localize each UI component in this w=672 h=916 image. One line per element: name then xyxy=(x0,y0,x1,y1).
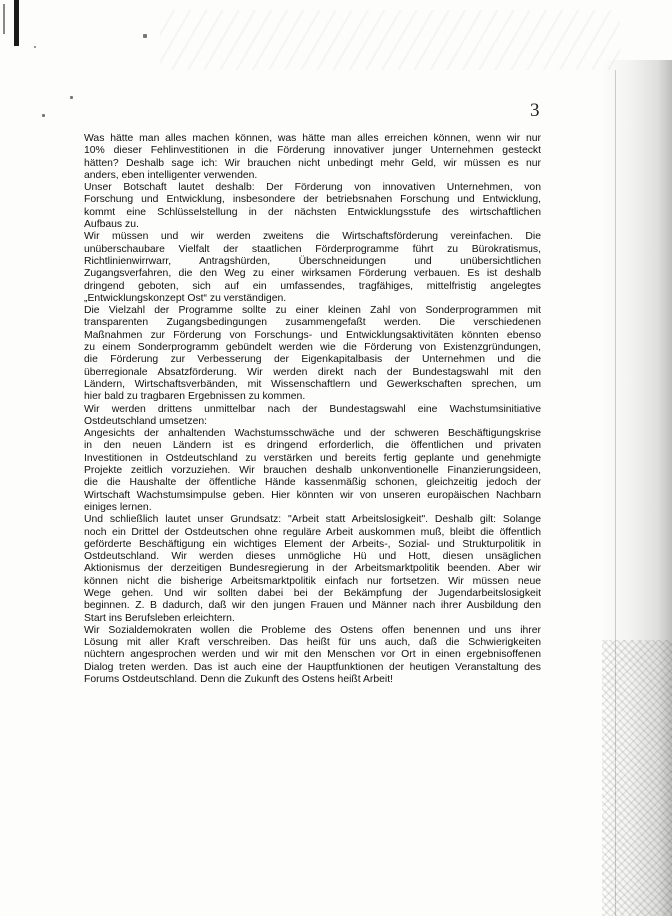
scan-speck xyxy=(70,96,73,99)
paragraph xyxy=(84,404,541,429)
text-line: nüchtern angesprochen werden und wir mit den Menschen vor Ort in einen ergebnisoffenen xyxy=(84,649,541,661)
text-line: Richtlinienwirrwarr, Antragshürden, Überschneidungen und unübersichtlichen xyxy=(84,255,541,267)
text-line: Die Vielzahl der Programme sollte zu einer kleinen Zahl von Sonderprogrammen mit xyxy=(84,305,541,317)
text-line: hier bald zu tragbaren Ergebnissen zu kommen. xyxy=(84,391,306,403)
text-line: Projekte zeitlich vorzuziehen. Wir brauchen deshalb unkonventionelle Finanzierungsideen, xyxy=(84,465,541,477)
text-line: dringend geboten, sich auf ein umfassendes, tragfähiges, mittelfristig angelegtes xyxy=(84,280,541,292)
scan-speck xyxy=(143,34,147,38)
text-line: Ostdeutschland umsetzen: xyxy=(84,415,208,427)
text-line: Wir Sozialdemokraten wollen die Probleme des Ostens offen benennen und uns ihrer xyxy=(84,624,541,636)
text-line: beginnen. Z. B dadurch, daß wir den jungen Frauen und Männer nach ihrer Ausbildung den xyxy=(84,600,541,612)
text-line: Maßnahmen zur Förderung von Forschungs- und Entwicklungsaktivitäten könnten ebenso xyxy=(84,329,541,341)
text-line: Unser Botschaft lautet deshalb: Der Förderung von innovativen Unternehmen, von xyxy=(84,182,541,194)
text-line: Wege gehen. Und wir sollten dabei bei der Bekämpfung der Jugendarbeitslosigkeit xyxy=(84,587,541,599)
text-line: noch ein Drittel der Ostdeutschen ohne reguläre Arbeit auskommen muß, bleibt die öffentlich xyxy=(84,526,541,538)
text-line: die Förderung zur Verbesserung der Eigenkapitalbasis der Unternehmen und die xyxy=(84,354,541,366)
scan-noise-top xyxy=(160,10,620,70)
binding-mark-thin xyxy=(3,4,5,34)
body-text xyxy=(84,133,541,686)
paragraph xyxy=(84,231,541,305)
text-line: Ostdeutschland. Wir werden dieses unmögliche Hü und Hott, diesen unsäglichen xyxy=(84,551,541,563)
paragraph xyxy=(84,305,541,403)
text-line: Investitionen in Ostdeutschland zu verstärken und bereits fertig geplante und genehmigte xyxy=(84,452,541,464)
text-line: Was hätte man alles machen können, was hätte man alles erreichen können, wenn wir nur xyxy=(84,133,541,144)
text-line: geförderte Beschäftigung ein wichtiges Element der Arbeits-, Sozial- und Strukturpolitik in xyxy=(84,538,541,550)
text-line: Wir müssen und wir werden zweitens die Wirtschaftsförderung vereinfachen. Die xyxy=(84,231,541,243)
text-line: die die Haushalte der öffentliche Hände kassenmäßig schonen, gleichzeitig jedoch der xyxy=(84,477,541,489)
text-line: Zugangsverfahren, die den Weg zu einer wirksamen Förderung verbauen. Es ist deshalb xyxy=(84,268,541,280)
paragraph xyxy=(84,514,541,625)
text-line: Forums Ostdeutschland. Denn die Zukunft des Ostens heißt Arbeit! xyxy=(84,674,393,686)
paragraph xyxy=(84,182,541,231)
scan-speck xyxy=(34,46,36,48)
paragraph xyxy=(84,428,541,514)
text-line: kommt eine Schlüsselstellung in der nächsten Entwicklungsstufe des wirtschaftlichen xyxy=(84,206,541,218)
paragraph xyxy=(84,133,541,182)
text-line: zu einem Sonderprogramm gebündelt werden wie die Förderung von Existenzgründungen, xyxy=(84,342,541,354)
text-line: Lösung mit aller Kraft verschreiben. Das heißt für uns auch, daß die Schwierigkeiten xyxy=(84,637,541,649)
text-line: Aufbaus zu. xyxy=(84,219,139,231)
paragraph xyxy=(84,625,541,686)
text-line: Aktionismus der derzeitigen Bundesregierung in der Arbeitsmarktpolitik beenden. Aber wir xyxy=(84,563,541,575)
text-line: Und schließlich lautet unser Grundsatz: "Arbeit statt Arbeitslosigkeit". Deshalb gilt: Solange xyxy=(84,514,541,526)
text-line: Forschung und Entwicklung, insbesondere der betriebsnahen Forschung und Entwicklung, xyxy=(84,194,541,206)
text-line: Dialog treten werden. Das ist auch eine der Hauptfunktionen der heutigen Veranstaltung des xyxy=(84,661,541,673)
text-line: 10% dieser Fehlinvestitionen in die Förderung innovativer junger Unternehmen gesteckt xyxy=(84,145,541,157)
text-line: in den neuen Ländern ist es dringend erforderlich, die öffentlichen und privaten xyxy=(84,440,541,452)
text-line: Wir werden drittens unmittelbar nach der Bundestagswahl eine Wachstumsinitiative xyxy=(84,403,541,415)
text-line: „Entwicklungskonzept Ost“ zu verständigen. xyxy=(84,292,287,304)
text-line: Wirtschaft Wachstumsimpulse geben. Hier könnten wir von unseren europäischen Nachbarn xyxy=(84,489,541,501)
page-number: 3 xyxy=(530,100,540,121)
text-line: einiges lernen. xyxy=(84,501,152,513)
text-line: können nicht die bisherige Arbeitsmarktpolitik einfach nur fortsetzen. Wir müssen neue xyxy=(84,575,541,587)
text-line: anders, eben intelligenter verwenden. xyxy=(84,169,258,181)
text-line: Ländern, Wirtschaftsverbänden, mit Wissenschaftlern und Gewerkschaften sprechen, um xyxy=(84,378,541,390)
text-line: unüberschaubare Vielfalt der staatlichen Förderprogramme führt zu Bürokratismus, xyxy=(84,243,541,255)
text-line: transparenten Zugangsbedingungen zusammengefaßt werden. Die verschiedenen xyxy=(84,317,541,329)
text-line: Angesichts der anhaltenden Wachstumsschwäche und der schweren Beschäftigungskrise xyxy=(84,428,541,440)
scan-noise-right xyxy=(602,640,672,916)
binding-mark xyxy=(14,0,19,46)
text-line: hätten? Deshalb sage ich: Wir brauchen nicht unbedingt mehr Geld, wir müssen es nur xyxy=(84,157,541,169)
scan-speck xyxy=(42,114,45,117)
text-line: Start ins Berufsleben erleichtern. xyxy=(84,612,235,624)
text-line: überregionale Absatzförderung. Wir werden direkt nach der Bundestagswahl mit den xyxy=(84,366,541,378)
